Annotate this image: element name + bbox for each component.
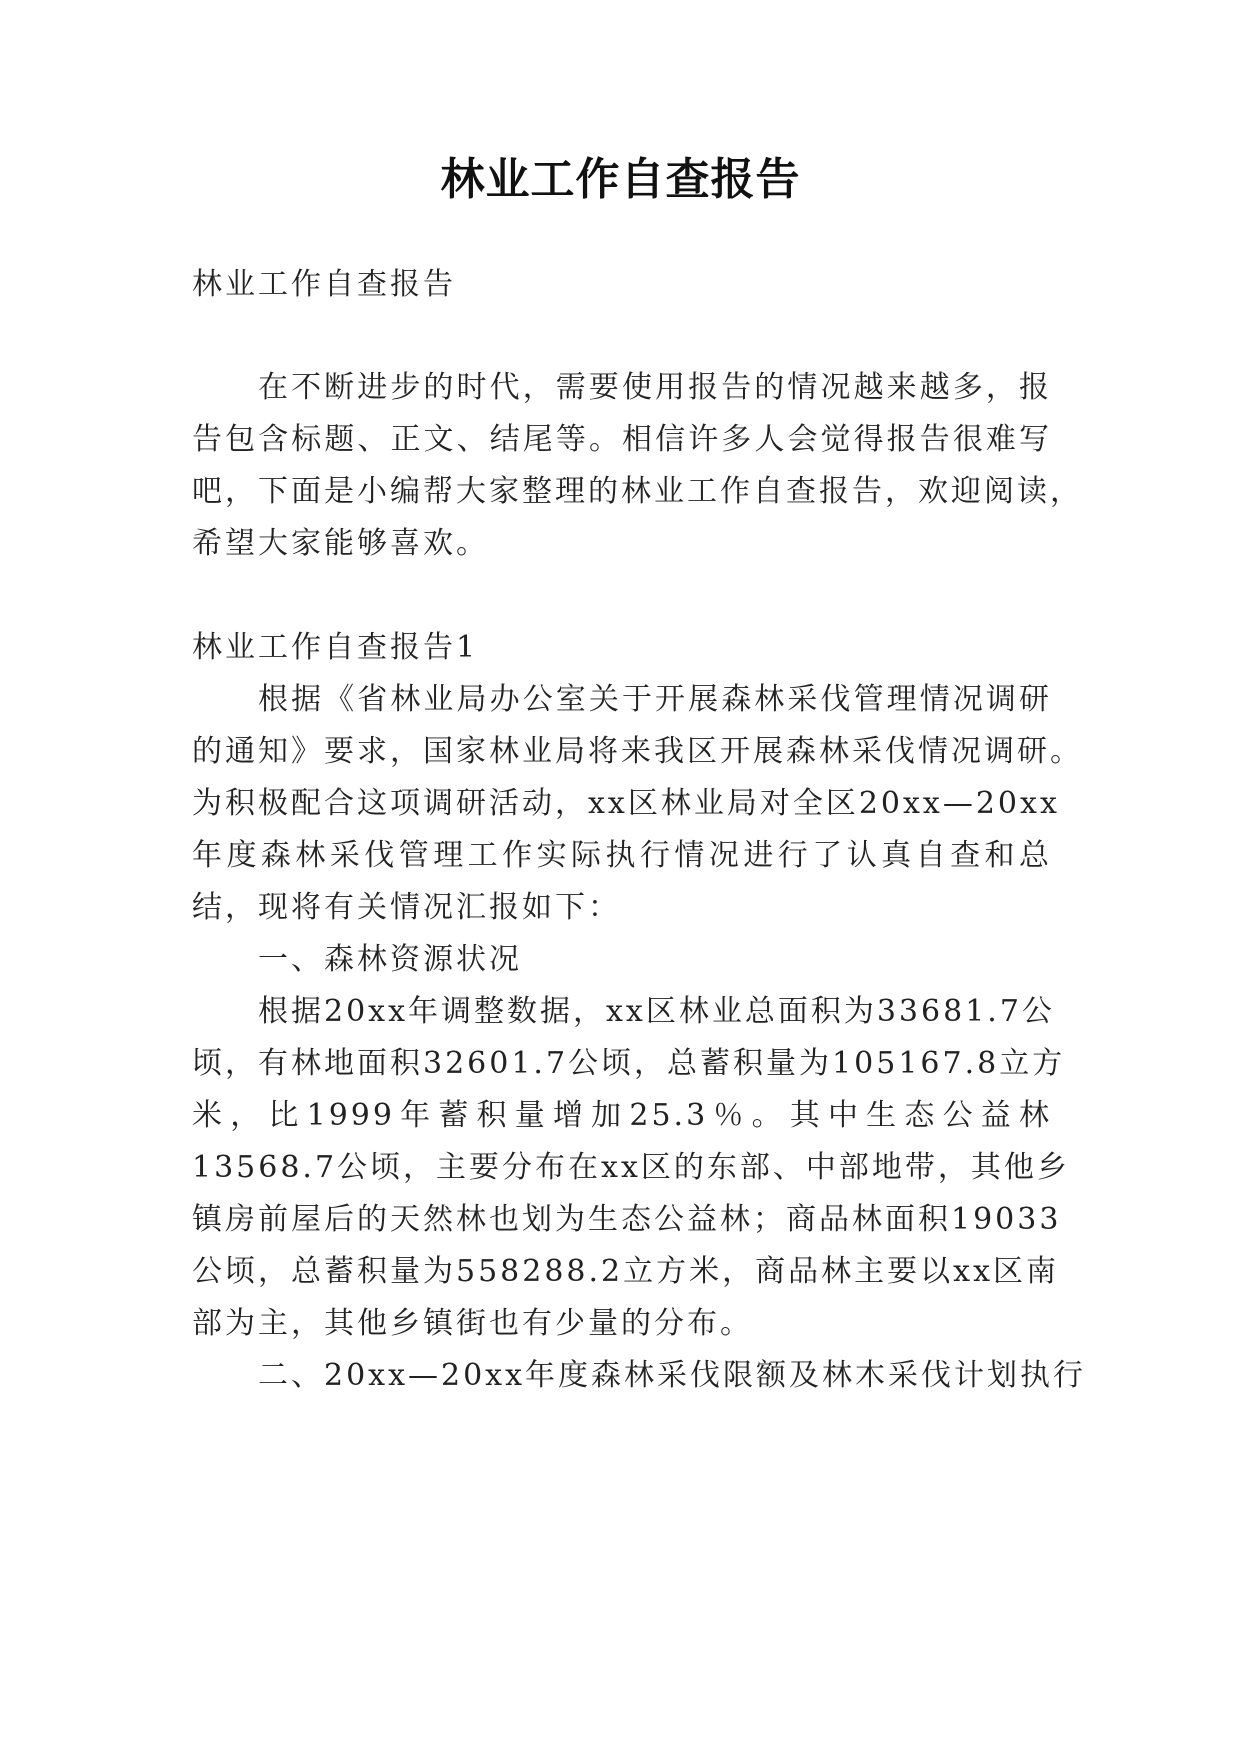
resource-line: 部为主，其他乡镇街也有少量的分布。	[192, 1306, 753, 1341]
intro-line: 告包含标题、正文、结尾等。相信许多人会觉得报告很难写	[192, 422, 1052, 457]
resource-line: 公顷，总蓄积量为558288.2立方米，商品林主要以xx区南	[192, 1254, 1059, 1289]
resource-line: 镇房前屋后的天然林也划为生态公益林；商品林面积19033	[192, 1202, 1062, 1237]
section-heading-2: 二、20xx—20xx年度森林采伐限额及林木采伐计划执行	[258, 1358, 1087, 1393]
section1-heading: 林业工作自查报告1	[192, 630, 479, 665]
section1-line: 的通知》要求，国家林业局将来我区开展森林采伐情况调研。	[192, 734, 1083, 769]
section1-line: 为积极配合这项调研活动，xx区林业局对全区20xx—20xx	[192, 786, 1060, 821]
section-heading-1: 一、森林资源状况	[258, 942, 522, 977]
resource-line: 根据20xx年调整数据，xx区林业总面积为33681.7公	[258, 994, 1055, 1029]
document-subtitle: 林业工作自查报告	[192, 267, 456, 302]
section1-line: 年度森林采伐管理工作实际执行情况进行了认真自查和总	[192, 838, 1052, 873]
resource-line: 13568.7公顷，主要分布在xx区的东部、中部地带，其他乡	[192, 1150, 1070, 1185]
resource-line: 米，比1999年蓄积量增加25.3％。其中生态公益林	[192, 1098, 1052, 1133]
intro-line: 吧，下面是小编帮大家整理的林业工作自查报告，欢迎阅读，	[192, 474, 1083, 509]
document-title: 林业工作自查报告	[440, 154, 801, 205]
resource-line: 顷，有林地面积32601.7公顷，总蓄积量为105167.8立方	[192, 1046, 1066, 1081]
intro-line: 在不断进步的时代，需要使用报告的情况越来越多，报	[258, 370, 1052, 405]
section1-line: 根据《省林业局办公室关于开展森林采伐管理情况调研	[258, 682, 1052, 717]
section1-line: 结，现将有关情况汇报如下：	[192, 890, 621, 925]
intro-line: 希望大家能够喜欢。	[192, 526, 489, 561]
